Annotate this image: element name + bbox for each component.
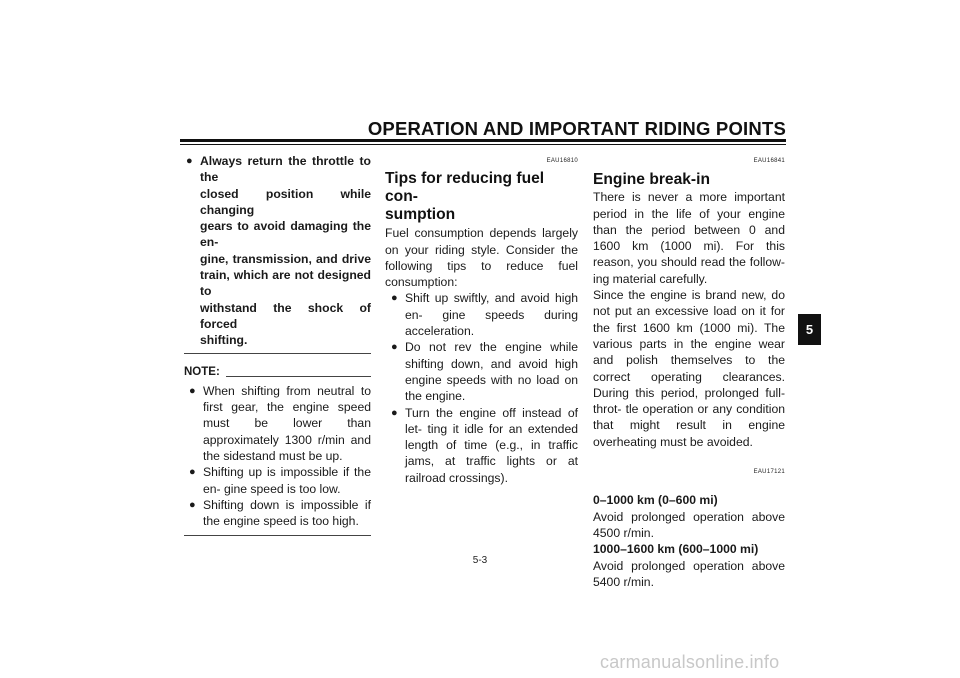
section-heading: Engine break-in <box>593 171 710 189</box>
reference-code: EAU16841 <box>753 158 785 164</box>
bullet-icon: ● <box>189 384 196 397</box>
bullet-icon: ● <box>391 406 398 419</box>
note-rule <box>226 376 371 377</box>
watermark: carmanualsonline.info <box>600 652 780 672</box>
bullet-icon: ● <box>391 341 398 354</box>
bullet-icon: ● <box>189 466 196 479</box>
page-title: OPERATION AND IMPORTANT RIDING POINTS <box>367 118 786 139</box>
intro-paragraph: Fuel consumption depends largely on your riding style. Consider the following tips to reduce fuel consumption: <box>385 226 578 290</box>
range-label: 1000–1600 km (600–1000 mi) <box>593 542 759 557</box>
bullet-icon: ● <box>186 155 193 167</box>
chapter-tab[interactable]: 5 <box>798 314 821 345</box>
column-3 <box>593 153 785 590</box>
paragraph: Since the engine is brand new, do not put an excessive load on it for the first 1600 km (1000 mi). The various parts in the engine wear and polish themselves to the correct operating clearances. During this period, prolonged full-throt- tle operation or any condition that might result in engine overheating must be avoided. <box>593 288 785 449</box>
range-text: Avoid prolonged operation above 4500 r/min. <box>593 509 785 540</box>
tip-item: ● Do not rev the engine while shifting down, and avoid high engine speeds with no load on the engine. <box>391 340 578 404</box>
note-item: ● Shifting up is impossible if the en- gine speed is too low. <box>189 465 371 496</box>
header-rule-thin <box>180 144 786 145</box>
tip-item: ● Shift up swiftly, and avoid high en- gine speeds during acceleration. <box>391 291 578 339</box>
section-heading: Tips for reducing fuel con- sumption <box>385 170 545 224</box>
bullet-icon: ● <box>189 498 196 511</box>
warning-end-rule <box>184 353 371 354</box>
reference-code: EAU17121 <box>753 469 785 476</box>
paragraph: There is never a more important period in the life of your engine than the period between 0 and 1600 km (1000 mi). For this reason, you should read the follow- ing material carefully. <box>593 190 785 286</box>
page-number: 5-3 <box>472 555 488 566</box>
note-item: ● Shifting down is impossible if the engine speed is too high. <box>189 497 371 529</box>
reference-code: EAU16810 <box>546 158 578 164</box>
note-item: ● When shifting from neutral to first gear, the engine speed must be lower than approximately 1300 r/min and the sidestand must be up. <box>189 383 371 464</box>
header-rule-thick <box>180 139 786 142</box>
range-text: Avoid prolonged operation above 5400 r/min. <box>593 558 785 589</box>
column-2 <box>385 153 578 486</box>
column-1 <box>184 153 371 536</box>
warning-item: ● Always return the throttle to the closed position while changing gears to avoid damaging the en- gine, transmission, and drive train, which are not designed to withstand the shock of forced shifting. <box>186 154 371 348</box>
note-end-rule <box>184 535 371 536</box>
bullet-icon: ● <box>391 292 398 305</box>
tip-item: ● Turn the engine off instead of let- ting it idle for an extended length of time (e.g., in traffic jams, at traffic lights or at railroad crossings). <box>391 405 578 485</box>
range-label: 0–1000 km (0–600 mi) <box>593 493 718 508</box>
note-heading: NOTE: <box>184 364 371 380</box>
